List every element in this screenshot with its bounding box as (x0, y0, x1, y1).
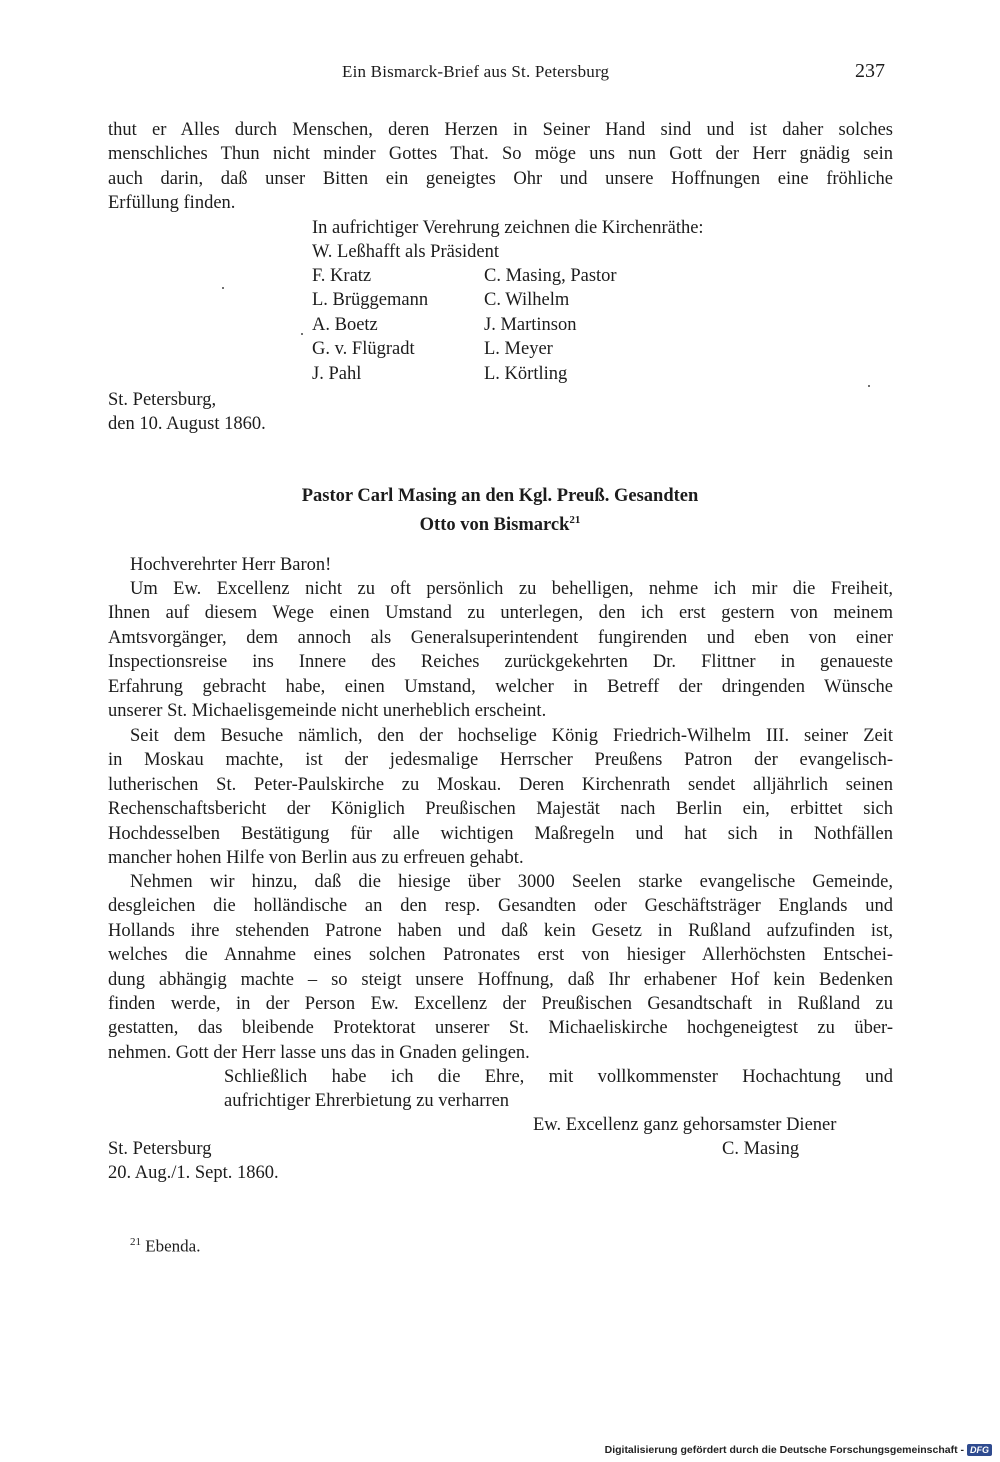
letter-paragraph-3 (108, 870, 893, 1065)
footnote (130, 1236, 200, 1257)
text-line: Inspectionsreise ins Innere des Reiches zurückgekehrten Dr. Flittner in genaueste (108, 652, 893, 673)
signature-row (312, 362, 617, 386)
running-title: Ein Bismarck-Brief aus St. Petersburg (342, 62, 610, 81)
text-line: menschliches Thun nicht minder Gottes That. So möge uns nun Gott der Herr gnädig sein (108, 144, 893, 165)
scan-speck (868, 385, 870, 387)
signatures-date: den 10. August 1860. (108, 414, 266, 434)
signature-row (312, 288, 617, 312)
letter-heading-line2 (0, 508, 1000, 537)
text-line: mancher hohen Hilfe von Berlin aus zu erfreuen gehabt. (108, 848, 524, 869)
letter-salutation: Hochverehrter Herr Baron! (130, 555, 332, 575)
signature-row (312, 337, 617, 361)
footnote-ref: 21 (569, 514, 581, 526)
text-line: Ihnen auf diesem Wege einen Umstand zu unterlegen, den ich erst gestern von meinem (108, 603, 893, 624)
signature-row (312, 264, 617, 288)
signature-table (312, 264, 617, 386)
text-line: auch darin, daß unser Bitten ein geneigtes Ohr und unsere Hoffnungen eine fröhliche (108, 168, 893, 189)
signature-name: F. Kratz (312, 266, 372, 286)
closing-line-2: aufrichtiger Ehrerbietung zu verharren (224, 1091, 510, 1111)
signature-name: J. Pahl (312, 363, 362, 384)
text-line: Hollands ihre stehenden Patrone haben und daß kein Gesetz in Rußland aufzufinden ist, (108, 920, 893, 941)
letter-paragraph-2 (108, 724, 893, 870)
text-line: finden werde, in der Person Ew. Excellenz der Preußischen Gesandtschaft in Rußland zu (108, 994, 893, 1015)
signatures-intro: In aufrichtiger Verehrung zeichnen die Kirchenräthe: (312, 218, 704, 238)
signature-president: W. Leßhafft als Präsident (312, 242, 500, 262)
signature-name: C. Masing, Pastor (484, 266, 617, 286)
signature-name: L. Meyer (484, 339, 553, 360)
text-line: desgleichen die holländische an den resp. Gesandten oder Geschäftsträger Englands und (108, 896, 893, 917)
dfg-credit-text: Digitalisierung gefördert durch die Deutsche Forschungsgemeinschaft - (604, 1444, 964, 1456)
letter-signer: C. Masing (722, 1139, 800, 1159)
dfg-logo-icon: DFG (967, 1444, 992, 1456)
letter-heading-line1: Pastor Carl Masing an den Kgl. Preuß. Gesandten (301, 486, 699, 506)
letter-date: 20. Aug./1. Sept. 1860. (108, 1163, 279, 1183)
text-line: thut er Alles durch Menschen, deren Herzen in Seiner Hand sind und ist daher solches (108, 120, 893, 140)
page-number: 237 (855, 60, 885, 82)
scan-speck (222, 287, 224, 289)
text-line: Um Ew. Excellenz nicht zu oft persönlich zu behelligen, nehme ich mir die Freiheit, (130, 579, 893, 599)
text-line: Erfüllung finden. (108, 193, 236, 214)
text-line: Nehmen wir hinzu, daß die hiesige über 3000 Seelen starke evangelische Gemeinde, (130, 872, 893, 892)
signature-name: G. v. Flügradt (312, 339, 415, 360)
text-line: gestatten, das bleibende Protektorat unserer St. Michaeliskirche hochgeneigtest zu über- (108, 1018, 893, 1039)
letter-place: St. Petersburg (108, 1139, 212, 1159)
signature-name: L. Körtling (484, 363, 568, 384)
signature-name: J. Martinson (484, 314, 577, 335)
top-paragraph (108, 118, 893, 216)
text-line: Erfahrung gebracht habe, einen Umstand, welcher in Betreff der dringenden Wünsche (108, 676, 893, 697)
footnote-text: Ebenda. (145, 1236, 201, 1256)
closing-line-1: Schließlich habe ich die Ehre, mit vollkommenster Hochachtung und (224, 1067, 893, 1087)
text-line: in Moskau machte, ist der jedesmalige Herrscher Preußens Patron der evangelisch- (108, 750, 893, 771)
letter-paragraph-1 (108, 577, 893, 723)
signatures-place: St. Petersburg, (108, 390, 217, 410)
text-line: lutherischen St. Peter-Paulskirche zu Moskau. Deren Kirchenrath sendet alljährlich seinen (108, 774, 893, 795)
text-line: unserer St. Michaelisgemeinde nicht unerheblich erscheint. (108, 701, 547, 722)
scan-speck (301, 333, 303, 335)
footnote-number: 21 (130, 1236, 141, 1248)
text-line: Seit dem Besuche nämlich, den der hochselige König Friedrich-Wilhelm III. seiner Zeit (130, 726, 893, 746)
text-line: Rechenschaftsbericht der Königlich Preußischen Majestät nach Berlin ein, erbittet sich (108, 799, 893, 820)
text-line: welches die Annahme eines solchen Patronates erst von hiesiger Allerhöchsten Entschei- (108, 945, 893, 966)
signature-name: L. Brüggemann (312, 290, 429, 311)
text-line: Amtsvorgänger, dem annoch als Generalsuperintendent fungirenden und eben von einer (108, 627, 893, 648)
signature-name: C. Wilhelm (484, 290, 570, 311)
dfg-credit (605, 1444, 992, 1456)
signature-name: A. Boetz (312, 314, 378, 335)
text-line: Hochdesselben Bestätigung für alle wichtigen Maßregeln und hat sich in Nothfällen (108, 823, 893, 844)
signature-row (312, 313, 617, 337)
letter-heading-name: Otto von Bismarck (419, 515, 570, 536)
text-line: dung abhängig machte – so steigt unsere Hoffnung, daß Ihr erhabener Hof kein Bedenken (108, 969, 893, 990)
closing-line-3: Ew. Excellenz ganz gehorsamster Diener (533, 1115, 837, 1135)
text-line: nehmen. Gott der Herr lasse uns das in Gnaden gelingen. (108, 1042, 530, 1063)
